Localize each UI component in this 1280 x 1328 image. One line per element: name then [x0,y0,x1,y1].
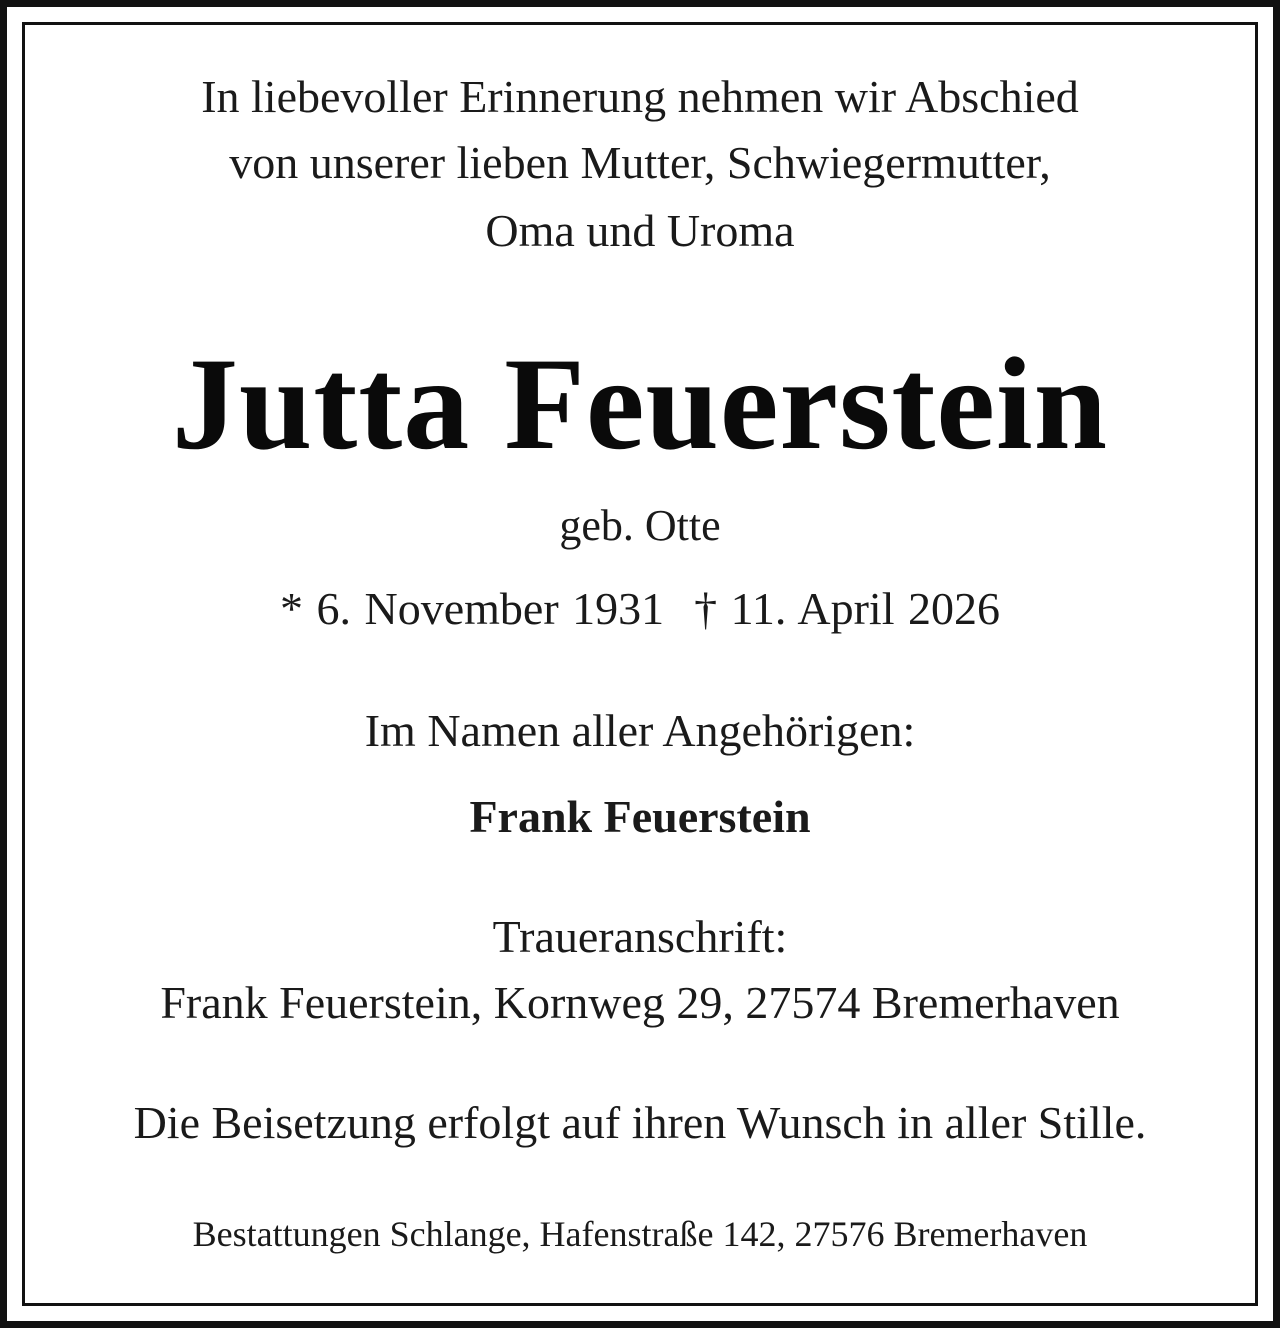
birth-date: * 6. November 1931 [279,583,665,634]
burial-note: Die Beisetzung erfolgt auf ihren Wunsch in aller Stille. [133,1097,1147,1148]
family-intro: Im Namen aller Angehörigen: [364,705,916,756]
intro-line-2: von unserer lieben Mutter, Schwiegermutter, [229,137,1051,188]
death-date: † 11. April 2026 [694,583,1000,634]
intro-line-3: Oma und Uroma [485,205,795,256]
deceased-name: Jutta Feuerstein [171,330,1109,477]
intro-line-1: In liebevoller Erinnerung nehmen wir Abschied [201,71,1079,122]
undertaker-info: Bestattungen Schlange, Hafenstraße 142, 27576 Bremerhaven [192,1214,1088,1254]
signer-name: Frank Feuerstein [469,791,811,842]
mourning-address-label: Traueranschrift: [492,911,788,962]
life-dates [0,583,1280,634]
mourning-address: Frank Feuerstein, Kornweg 29, 27574 Bremerhaven [160,977,1120,1028]
maiden-name: geb. Otte [559,501,721,550]
